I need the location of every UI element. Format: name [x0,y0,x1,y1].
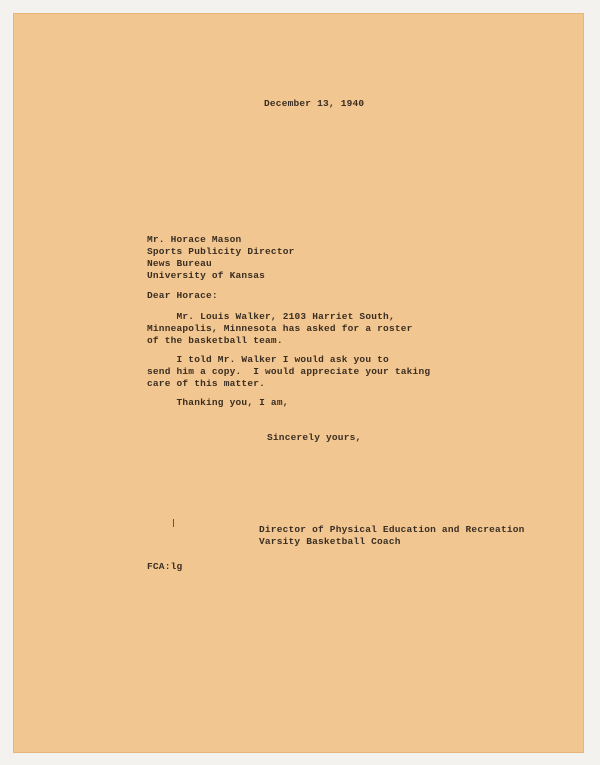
complimentary-closing: Sincerely yours, [267,432,362,443]
recipient-address: Mr. Horace Mason Sports Publicity Director News Bureau University of Kansas [147,234,295,281]
letter-date: December 13, 1940 [264,98,365,109]
reference-initials: FCA:lg [147,561,183,572]
salutation: Dear Horace: [147,290,218,301]
signature-block: Director of Physical Education and Recreation Varsity Basketball Coach [259,524,525,547]
body-paragraph-3: Thanking you, I am, [147,397,289,408]
stray-mark [173,519,174,527]
body-paragraph-1: Mr. Louis Walker, 2103 Harriet South, Minneapolis, Minnesota has asked for a roster of the basketball team. [147,311,413,346]
body-paragraph-2: I told Mr. Walker I would ask you to send him a copy. I would appreciate your taking care of this matter. [147,354,431,389]
